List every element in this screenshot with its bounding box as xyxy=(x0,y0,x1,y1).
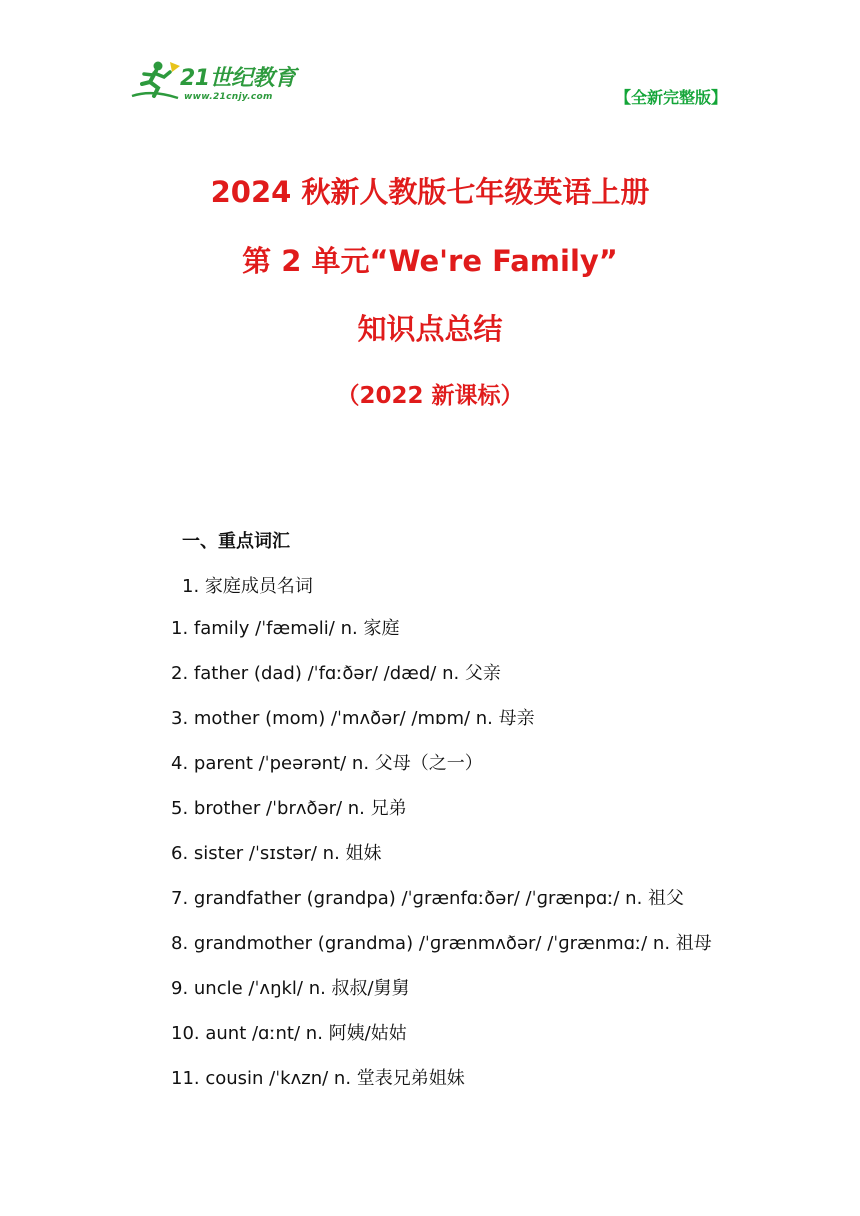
summary-title: 知识点总结 xyxy=(357,312,503,346)
subsection-heading: 1. 家庭成员名词 xyxy=(182,576,313,597)
vocab-item: 8. grandmother (grandma) /ˈɡrænmʌðər/ /ˈɡrænmɑː/ n. 祖母 xyxy=(171,933,712,954)
vocab-item: 1. family /ˈfæməli/ n. 家庭 xyxy=(171,618,400,639)
vocab-item: 2. father (dad) /ˈfɑːðər/ /dæd/ n. 父亲 xyxy=(171,663,501,684)
vocab-item: 10. aunt /ɑːnt/ n. 阿姨/姑姑 xyxy=(171,1023,407,1044)
logo-url: www.21cnjy.com xyxy=(184,92,273,102)
curriculum-title: （2022 新课标） xyxy=(336,383,524,409)
vocab-item: 5. brother /ˈbrʌðər/ n. 兄弟 xyxy=(171,798,407,819)
unit-title: 第 2 单元“We're Family” xyxy=(242,244,618,278)
document-title: 2024 秋新人教版七年级英语上册 xyxy=(210,175,650,209)
vocab-list xyxy=(171,617,712,1112)
edition-tag: 【全新完整版】 xyxy=(614,88,727,107)
vocab-item: 11. cousin /ˈkʌzn/ n. 堂表兄弟姐妹 xyxy=(171,1068,465,1089)
vocab-item: 9. uncle /ˈʌŋkl/ n. 叔叔/舅舅 xyxy=(171,978,410,999)
section-heading: 一、重点词汇 xyxy=(182,531,290,552)
vocab-item: 4. parent /ˈpeərənt/ n. 父母（之一） xyxy=(171,753,483,774)
vocab-item: 3. mother (mom) /ˈmʌðər/ /mɒm/ n. 母亲 xyxy=(171,708,535,729)
vocab-item: 6. sister /ˈsɪstər/ n. 姐妹 xyxy=(171,843,382,864)
logo xyxy=(130,58,310,106)
logo-text: 21世纪教育 xyxy=(180,66,296,91)
vocab-item: 7. grandfather (grandpa) /ˈɡrænfɑːðər/ /ˈɡrænpɑː/ n. 祖父 xyxy=(171,888,685,909)
running-figure-icon xyxy=(130,58,182,102)
